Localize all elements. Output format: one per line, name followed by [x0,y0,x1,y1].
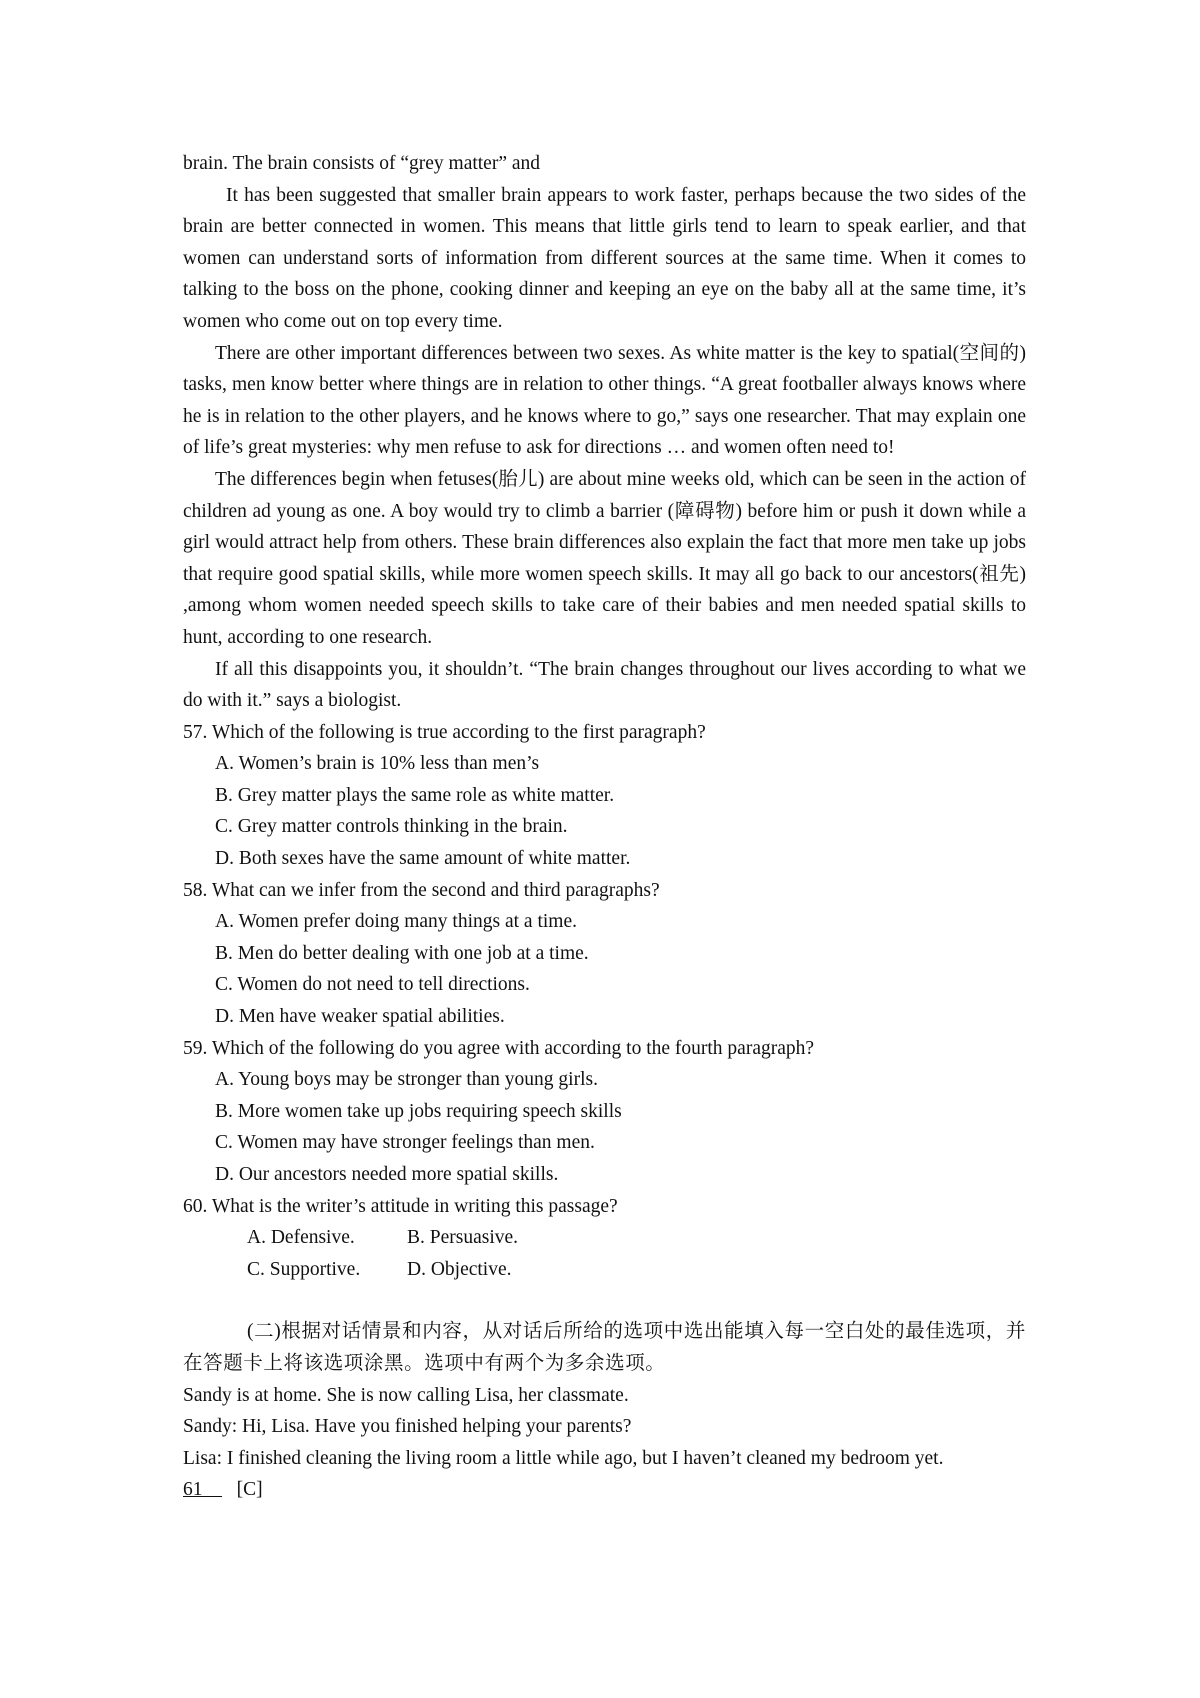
option-d: D. Our ancestors needed more spatial skills. [215,1164,559,1185]
question-59 [183,1033,1026,1191]
option-b: B. Persuasive. [407,1227,519,1249]
dialogue-line-lisa: Lisa: I finished cleaning the living room a little while ago, but I haven’t cleaned my bedroom yet. [183,1447,944,1469]
passage-paragraph-2: There are other important differences between two sexes. As white matter is the key to spatial(空间的) tasks, men know better where things are in relation to other things. “A great footballer always knows where he is in relation to the other players, and he knows where to go,” says one researcher. That may explain one of life’s great mysteries: why men refuse to ask for directions … and women often need to! [183,342,1026,459]
option-d: D. Objective. [407,1258,512,1280]
question-58 [183,875,1026,1033]
blank-61 [183,1479,222,1500]
option-row-ab [247,1222,1026,1254]
blank-fill [203,1479,223,1500]
option-c: C. Grey matter controls thinking in the brain. [215,816,568,838]
question-stem: 60. What is the writer’s attitude in writing this passage? [183,1195,618,1217]
option-a: A. Defensive. [247,1227,355,1249]
document-page [183,148,1026,1506]
option-a: A. Women’s brain is 10% less than men’s [215,753,540,775]
blank-number: 61 [183,1479,203,1501]
section-gap [183,1285,1026,1316]
option-d: D. Men have weaker spatial abilities. [215,1006,505,1028]
dialogue-intro: Sandy is at home. She is now calling Lisa, her classmate. [183,1384,629,1406]
option-c: C. Women may have stronger feelings than men. [215,1132,595,1154]
question-stem: 58. What can we infer from the second and third paragraphs? [183,879,660,901]
question-60 [183,1191,1026,1286]
question-stem: 59. Which of the following do you agree with according to the fourth paragraph? [183,1037,815,1059]
question-57 [183,717,1026,875]
option-a: A. Women prefer doing many things at a time. [215,911,577,933]
blank-61-line [183,1474,1026,1506]
option-b: B. Grey matter plays the same role as white matter. [215,784,615,806]
passage-paragraph-1: It has been suggested that smaller brain appears to work faster, perhaps because the two sides of the brain are better connected in women. This means that little girls tend to learn to speak earlier, and that women can understand sorts of information from different sources at the same time. When it comes to talking to the boss on the phone, cooking dinner and keeping an eye on the baby all at the same time, it’s women who come out on top every time. [183,184,1026,332]
passage-paragraph-4: If all this disappoints you, it shouldn’t. “The brain changes throughout our lives according to what we do with it.” says a biologist. [183,658,1026,712]
section-2-instruction: (二)根据对话情景和内容，从对话后所给的选项中选出能填入每一空白处的最佳选项，并在答题卡上将该选项涂黑。选项中有两个为多余选项。 [183,1321,1026,1374]
option-row-cd [247,1254,1026,1286]
dialogue-line-sandy: Sandy: Hi, Lisa. Have you finished helping your parents? [183,1416,632,1438]
passage-paragraph-3: The differences begin when fetuses(胎儿) are about mine weeks old, which can be seen in the action of children ad young as one. A boy would try to climb a barrier (障碍物) before him or push it down while a girl would attract help from others. These brain differences also explain the fact that more men take up jobs that require good spatial skills, while more women speech skills. It may all go back to our ancestors(祖先) ,among whom women needed speech skills to take care of their babies and men needed spatial skills to hunt, according to one research. [183,468,1026,648]
option-b: B. More women take up jobs requiring speech skills [215,1100,622,1122]
option-d: D. Both sexes have the same amount of white matter. [215,848,631,870]
option-a: A. Young boys may be stronger than young girls. [215,1069,598,1091]
option-c: C. Women do not need to tell directions. [215,974,530,996]
option-c: C. Supportive. [247,1258,361,1280]
passage-top-line: brain. The brain consists of “grey matter” and [183,153,541,174]
question-stem: 57. Which of the following is true according to the first paragraph? [183,721,706,743]
blank-answer: [C] [236,1479,263,1501]
option-b: B. Men do better dealing with one job at a time. [215,942,589,964]
